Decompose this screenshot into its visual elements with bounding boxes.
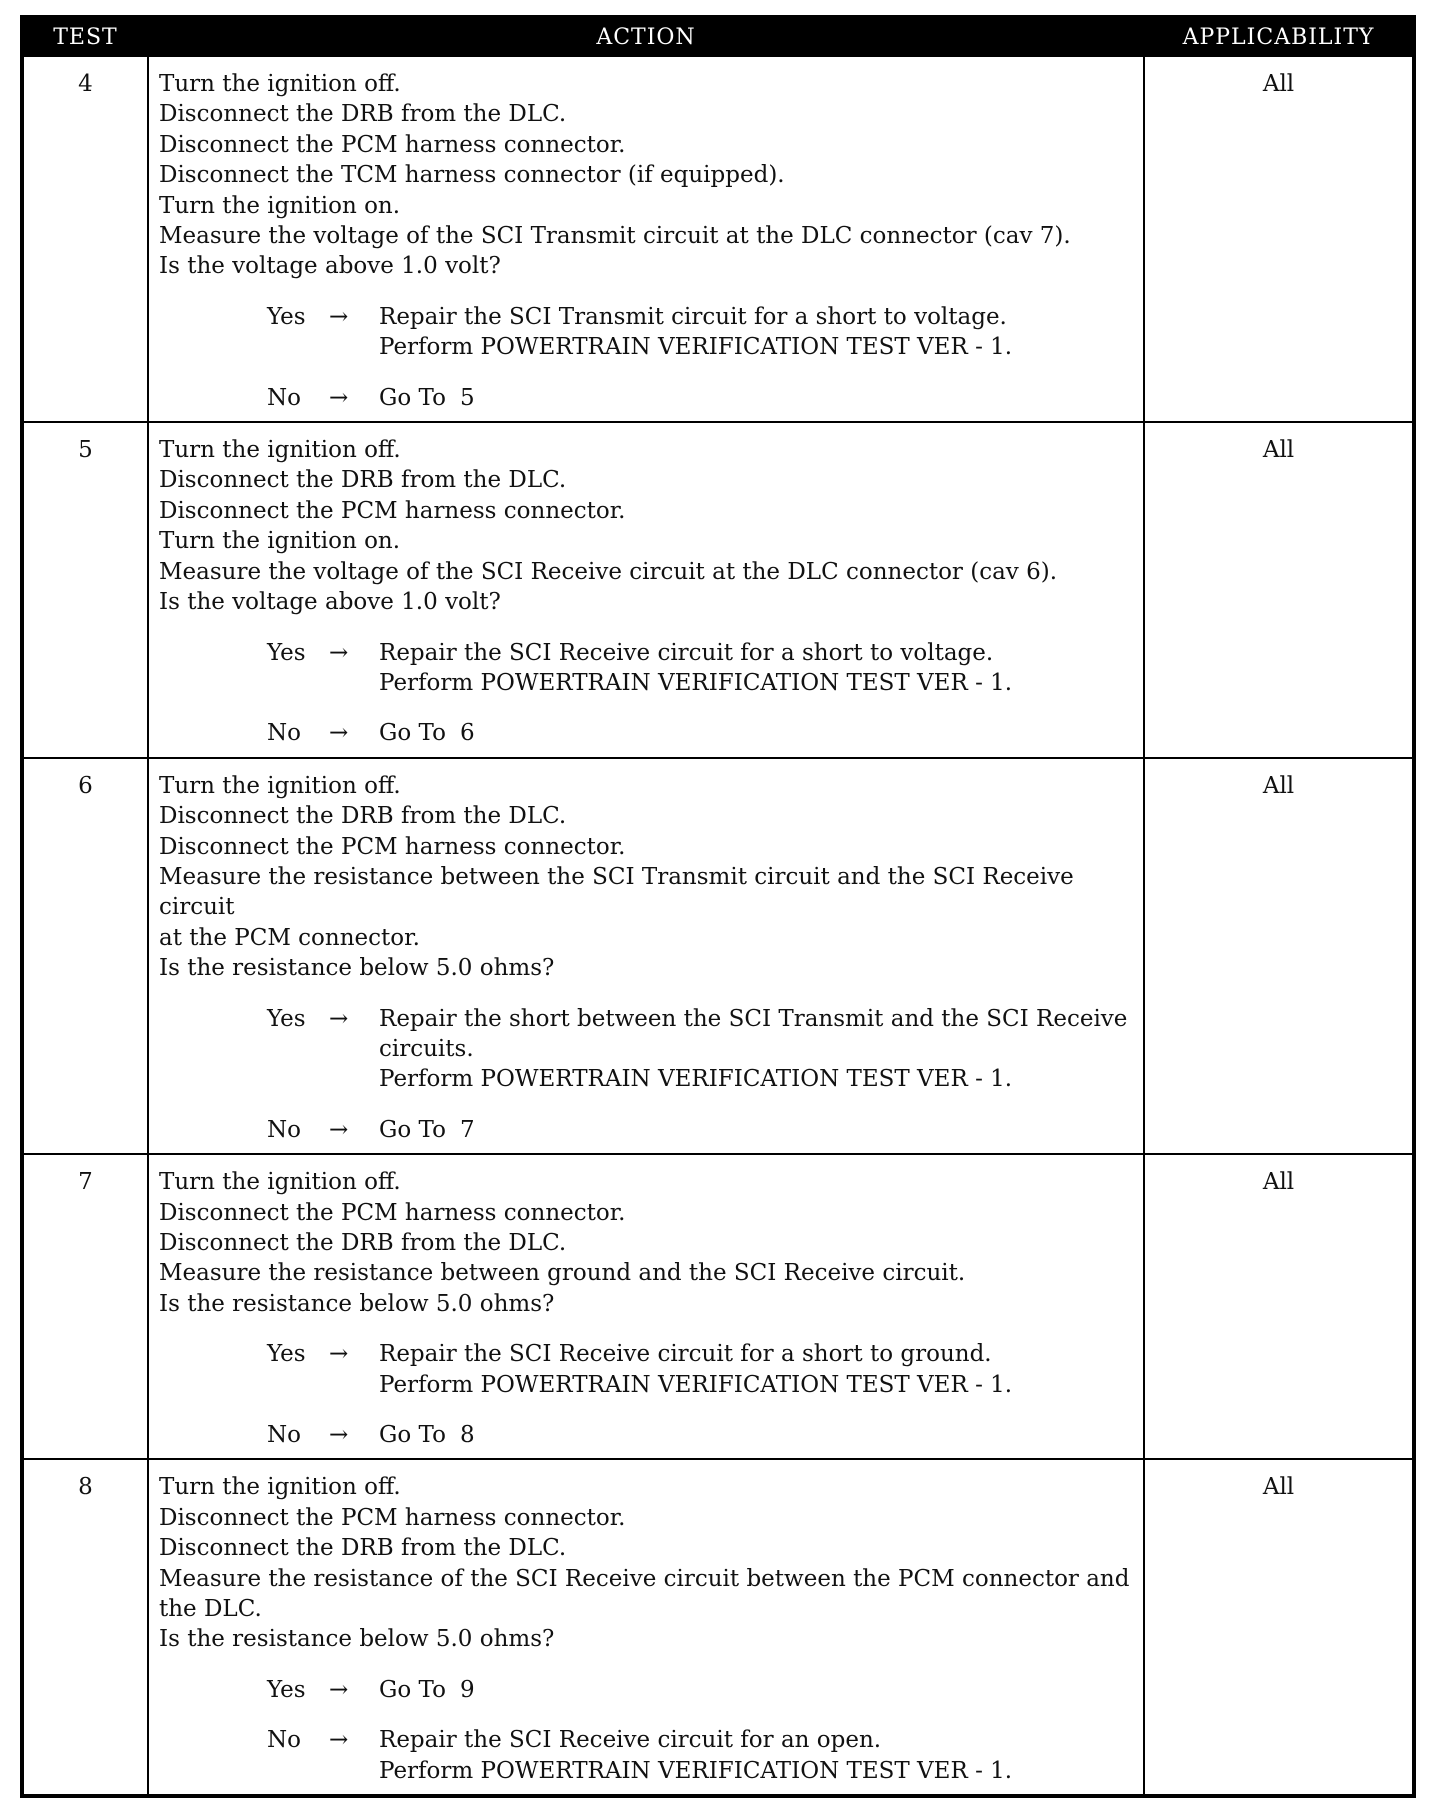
- outcomes: [267, 1339, 1137, 1450]
- yes-outcome: [267, 302, 1137, 363]
- outcomes: [267, 1675, 1137, 1786]
- test-number: 4: [22, 56, 148, 422]
- yes-result: [379, 1675, 1137, 1705]
- no-outcome: [267, 1115, 1137, 1145]
- action-step: Turn the ignition on.: [159, 528, 401, 555]
- no-result: [379, 383, 1137, 413]
- header-test: TEST: [22, 17, 148, 56]
- yes-result: [379, 1339, 1137, 1400]
- arrow-icon: →: [329, 1116, 349, 1143]
- yes-result-line: circuits.: [379, 1035, 474, 1062]
- arrow-icon: →: [329, 639, 349, 666]
- applicability-value: All: [1144, 1459, 1414, 1796]
- table-row: [22, 758, 1414, 1154]
- no-result: [379, 718, 1137, 748]
- action-cell: [148, 56, 1144, 422]
- no-result-line: Repair the SCI Receive circuit for an open.: [379, 1727, 882, 1754]
- yes-result: [379, 302, 1137, 363]
- no-result: [379, 1420, 1137, 1450]
- yes-result-line: Repair the short between the SCI Transmit and the SCI Receive: [379, 1005, 1128, 1032]
- test-number: 8: [22, 1459, 148, 1796]
- action-step: Turn the ignition on.: [159, 192, 401, 219]
- table-row: [22, 1459, 1414, 1796]
- action-step: Disconnect the PCM harness connector.: [159, 1199, 626, 1226]
- action-step: Turn the ignition off.: [159, 71, 401, 97]
- yes-label: Yes: [267, 1005, 306, 1032]
- goto-test-number: 5: [459, 384, 475, 411]
- arrow-icon: →: [329, 1422, 349, 1449]
- yes-outcome: [267, 1339, 1137, 1400]
- goto-test-number: 7: [459, 1116, 475, 1143]
- table-row: [22, 422, 1414, 758]
- yes-result: [379, 638, 1137, 699]
- action-step: Disconnect the DRB from the DLC.: [159, 467, 567, 494]
- action-step: Disconnect the DRB from the DLC.: [159, 101, 567, 128]
- yes-label: Yes: [267, 303, 306, 330]
- action-step: Turn the ignition off.: [159, 772, 401, 799]
- action-step: Is the voltage above 1.0 volt?: [159, 589, 501, 616]
- goto-label: Go To: [379, 720, 446, 747]
- goto-label: Go To: [379, 1422, 446, 1449]
- action-step: Disconnect the PCM harness connector.: [159, 497, 626, 524]
- outcomes: [267, 302, 1137, 413]
- goto-test-number: 9: [459, 1676, 475, 1703]
- action-cell: [148, 758, 1144, 1154]
- applicability-value: All: [1144, 758, 1414, 1154]
- yes-result-line: Repair the SCI Receive circuit for a short to ground.: [379, 1341, 992, 1368]
- no-label: No: [267, 1727, 301, 1754]
- test-number: 5: [22, 422, 148, 758]
- yes-result-line: Perform POWERTRAIN VERIFICATION TEST VER - 1.: [379, 1371, 1013, 1398]
- no-result: [379, 1115, 1137, 1145]
- table-row: [22, 1154, 1414, 1459]
- yes-result-line: Repair the SCI Transmit circuit for a short to voltage.: [379, 303, 1007, 330]
- header-action: ACTION: [148, 17, 1144, 56]
- yes-result-line: Perform POWERTRAIN VERIFICATION TEST VER - 1.: [379, 334, 1013, 361]
- yes-result-line: Perform POWERTRAIN VERIFICATION TEST VER - 1.: [379, 1066, 1013, 1093]
- outcomes: [267, 1004, 1137, 1146]
- applicability-value: All: [1144, 1154, 1414, 1459]
- action-step: Turn the ignition off.: [159, 1474, 401, 1501]
- action-step: Measure the resistance between the SCI Transmit circuit and the SCI Receive circuit: [159, 863, 1074, 921]
- applicability-value: All: [1144, 422, 1414, 758]
- outcomes: [267, 638, 1137, 749]
- action-step: Is the resistance below 5.0 ohms?: [159, 1626, 555, 1653]
- action-step: Measure the resistance of the SCI Receive circuit between the PCM connector and: [159, 1565, 1130, 1592]
- action-step: Is the voltage above 1.0 volt?: [159, 253, 501, 280]
- table-header-row: [22, 17, 1414, 56]
- no-outcome: [267, 383, 1137, 413]
- no-label: No: [267, 1116, 301, 1143]
- arrow-icon: →: [329, 1341, 349, 1368]
- goto-test-number: 8: [459, 1422, 475, 1449]
- diagnostic-test-table: [20, 15, 1416, 1798]
- yes-outcome: [267, 1004, 1137, 1095]
- arrow-icon: →: [329, 303, 349, 330]
- arrow-icon: →: [329, 720, 349, 747]
- yes-label: Yes: [267, 1676, 306, 1703]
- table-row: [22, 56, 1414, 422]
- action-cell: [148, 1154, 1144, 1459]
- no-label: No: [267, 1422, 301, 1449]
- header-applicability: APPLICABILITY: [1144, 17, 1414, 56]
- action-step: Measure the voltage of the SCI Receive circuit at the DLC connector (cav 6).: [159, 558, 1058, 585]
- no-label: No: [267, 720, 301, 747]
- goto-label: Go To: [379, 1676, 446, 1703]
- arrow-icon: →: [329, 1676, 349, 1703]
- action-step: Measure the voltage of the SCI Transmit circuit at the DLC connector (cav 7).: [159, 223, 1071, 250]
- yes-outcome: [267, 1675, 1137, 1705]
- action-step: Disconnect the TCM harness connector (if equipped).: [159, 162, 785, 189]
- action-step: Disconnect the DRB from the DLC.: [159, 1535, 567, 1562]
- yes-result-line: Perform POWERTRAIN VERIFICATION TEST VER - 1.: [379, 669, 1013, 696]
- action-cell: [148, 422, 1144, 758]
- action-step: Disconnect the DRB from the DLC.: [159, 803, 567, 830]
- action-step: Is the resistance below 5.0 ohms?: [159, 955, 555, 982]
- action-step: Is the resistance below 5.0 ohms?: [159, 1290, 555, 1317]
- yes-outcome: [267, 638, 1137, 699]
- arrow-icon: →: [329, 384, 349, 411]
- action-step: at the PCM connector.: [159, 924, 420, 951]
- no-outcome: [267, 1420, 1137, 1450]
- no-outcome: [267, 1725, 1137, 1786]
- no-result-line: Perform POWERTRAIN VERIFICATION TEST VER - 1.: [379, 1757, 1013, 1784]
- yes-label: Yes: [267, 1341, 306, 1368]
- action-step: Disconnect the PCM harness connector.: [159, 1504, 626, 1531]
- test-number: 7: [22, 1154, 148, 1459]
- no-result: [379, 1725, 1137, 1786]
- action-step: Disconnect the PCM harness connector.: [159, 131, 626, 158]
- arrow-icon: →: [329, 1727, 349, 1754]
- action-cell: [148, 1459, 1144, 1796]
- no-outcome: [267, 718, 1137, 748]
- action-step: Disconnect the DRB from the DLC.: [159, 1230, 567, 1256]
- goto-label: Go To: [379, 1116, 446, 1143]
- yes-label: Yes: [267, 639, 306, 666]
- goto-test-number: 6: [459, 720, 475, 747]
- applicability-value: All: [1144, 56, 1414, 422]
- action-step: the DLC.: [159, 1596, 262, 1623]
- action-step: Turn the ignition off.: [159, 437, 401, 464]
- goto-label: Go To: [379, 384, 446, 411]
- action-step: Measure the resistance between ground and the SCI Receive circuit.: [159, 1260, 966, 1287]
- yes-result: [379, 1004, 1137, 1095]
- test-number: 6: [22, 758, 148, 1154]
- yes-result-line: Repair the SCI Receive circuit for a short to voltage.: [379, 639, 994, 666]
- no-label: No: [267, 384, 301, 411]
- action-step: Turn the ignition off.: [159, 1169, 401, 1196]
- action-step: Disconnect the PCM harness connector.: [159, 833, 626, 860]
- arrow-icon: →: [329, 1005, 349, 1032]
